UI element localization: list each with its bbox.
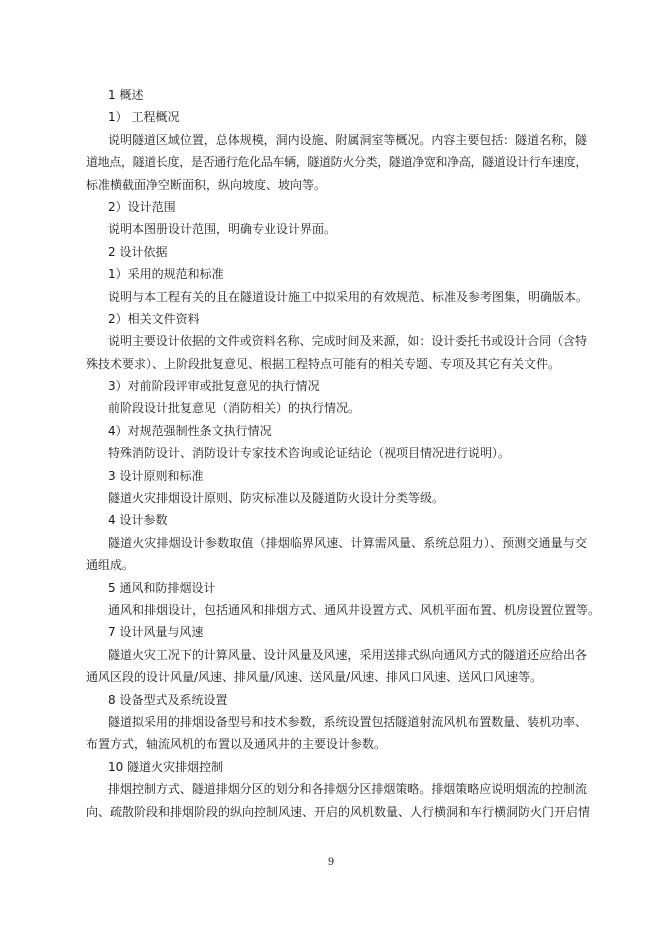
section-heading: 1 概述 (108, 88, 144, 102)
paragraph-line: 通组成。 (86, 558, 135, 573)
paragraph (86, 330, 587, 375)
paragraph (86, 599, 601, 621)
paragraph-line: 通风区段的设计风量/风速、排风量/风速、送风量/风速、排风口风速、送风口风速等。 (86, 670, 543, 685)
paragraph-line: 前阶段设计批复意见（消防相关）的执行情况。 (108, 401, 361, 416)
paragraph-line: 隧道火灾排烟设计原则、防灾标准以及隧道防火设计分类等级。 (108, 491, 445, 506)
paragraph (86, 129, 587, 196)
section-heading: 4）对规范强制性条文执行情况 (108, 423, 272, 438)
document-body (86, 84, 601, 823)
paragraph (86, 218, 587, 240)
paragraph (86, 711, 587, 756)
section-heading: 2 设计依据 (108, 244, 168, 259)
paragraph-line: 特殊消防设计、消防设计专家技术咨询或论证结论（视项目情况进行说明）。 (108, 446, 511, 461)
paragraph-line: 排烟控制方式、隧道排烟分区的划分和各排烟分区排烟策略。排烟策略应说明烟流的控制流 (108, 782, 588, 797)
section-heading: 5 通风和防排烟设计 (108, 580, 216, 595)
paragraph-line: 隧道火灾排烟设计参数取值（排烟临界风速、计算需风量、系统总阻力）、预测交通量与交 (108, 535, 588, 550)
paragraph (86, 778, 591, 823)
paragraph (86, 487, 587, 509)
paragraph (86, 286, 587, 308)
paragraph (86, 532, 587, 577)
paragraph-line: 隧道拟采用的排烟设备型号和技术参数，系统设置包括隧道射流风机布置数量、装机功率、 (108, 714, 588, 729)
section-heading: 3）对前阶段评审或批复意见的执行情况 (108, 379, 320, 394)
paragraph-line: 说明隧道区域位置，总体规模，洞内设施、附属洞室等概况。内容主要包括：隧道名称，隧 (108, 132, 588, 147)
page-number: 9 (327, 857, 335, 868)
paragraph-line: 殊技术要求）、上阶段批复意见、根据工程特点可能有的相关专题、专项及其它有关文件。 (86, 356, 561, 371)
paragraph-line: 布置方式，轴流风机的布置以及通风井的主要设计参数。 (86, 737, 387, 752)
paragraph-line: 通风和排烟设计，包括通风和排烟方式、通风井设置方式、风机平面布置、机房设置位置等。 (108, 602, 601, 617)
section-heading: 8 设备型式及系统设置 (108, 692, 228, 707)
section-heading: 1）采用的规范和标准 (108, 267, 224, 282)
paragraph-line: 隧道火灾工况下的计算风量、设计风量及风速，采用送排式纵向通风方式的隧道还应给出各 (108, 647, 588, 662)
section-heading: 4 设计参数 (108, 513, 168, 528)
section-heading: 7 设计风量与风速 (108, 625, 204, 640)
paragraph-line: 标准横截面净空断面积，纵向坡度、坡向等。 (86, 177, 327, 192)
paragraph (86, 397, 587, 419)
section-heading: 3 设计原则和标准 (108, 468, 204, 483)
paragraph-line: 说明与本工程有关的且在隧道设计施工中拟采用的有效规范、标准及参考图集，明确版本。 (108, 289, 589, 304)
paragraph (86, 442, 587, 464)
section-heading: 10 隧道火灾排烟控制 (108, 759, 224, 774)
paragraph-line: 道地点，隧道长度，是否通行危化品车辆，隧道防火分类，隧道净宽和净高，隧道设计行车速度， (86, 155, 587, 170)
paragraph-line: 说明主要设计依据的文件或资料名称、完成时间及来源，如：设计委托书或设计合同（含特 (108, 334, 588, 349)
section-heading: 2）设计范围 (108, 199, 176, 214)
paragraph-line: 说明本图册设计范围，明确专业设计界面。 (108, 222, 337, 237)
section-heading: 1） 工程概况 (108, 110, 180, 125)
section-heading: 2）相关文件资料 (108, 311, 200, 326)
paragraph (86, 644, 587, 689)
paragraph-line: 向、疏散阶段和排烟阶段的纵向控制风速、开启的风机数量、人行横洞和车行横洞防火门开启情 (86, 804, 591, 819)
